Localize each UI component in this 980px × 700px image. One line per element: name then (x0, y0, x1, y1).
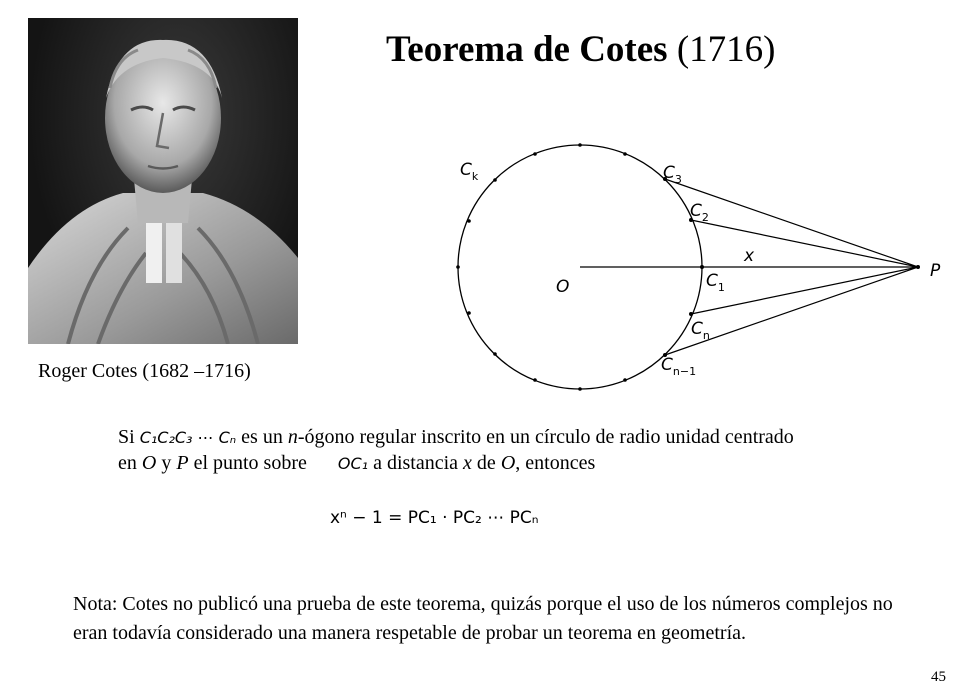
portrait-image (28, 18, 298, 344)
slide-title (386, 28, 775, 71)
cotes-equation: xⁿ − 1 = PC₁ · PC₂ ⋯ PCₙ (330, 508, 539, 528)
statement-line-1 (118, 426, 794, 449)
statement-de: de (476, 452, 496, 474)
label-c2: $C_2$ (690, 201, 709, 224)
statement-part1: es un (241, 426, 283, 448)
bust-illustration (28, 18, 298, 344)
statement-en: en (118, 452, 137, 474)
label-cn-minus-1: $C_{n-1}$ (661, 355, 697, 378)
statement-si: Si (118, 426, 135, 448)
page-number: 45 (931, 669, 946, 685)
statement-p: P (176, 452, 189, 474)
statement-entonces: , entonces (515, 452, 596, 474)
statement-part2: -ógono regular inscrito en un círculo de radio unidad centrado (297, 426, 794, 448)
statement-punto-sobre: el punto sobre (193, 452, 307, 474)
label-c3: $C_3$ (663, 163, 682, 186)
statement-line-2 (118, 452, 595, 475)
statement-o: O (141, 452, 157, 474)
label-x: x (744, 246, 755, 266)
label-c1: $C_1$ (706, 271, 725, 294)
statement-x: x (463, 452, 472, 474)
label-o: O (556, 277, 570, 297)
label-p: P (930, 261, 941, 281)
title-year: (1716) (676, 29, 776, 70)
label-cn: $C_n$ (691, 319, 710, 342)
statement-o-2: O (500, 452, 516, 474)
statement-a-distancia: a distancia (373, 452, 459, 474)
note-paragraph: Nota: Cotes no publicó una prueba de este teorema, quizás porque el uso de los números complejos no eran todavía considerado una manera respetable de probar un teorema en geometría. (73, 593, 893, 644)
statement-y: y (161, 452, 172, 474)
portrait-caption: Roger Cotes (1682 –1716) (38, 360, 251, 382)
statement-n: n (287, 426, 298, 448)
segment-expression: OC₁ (337, 454, 369, 473)
cotes-diagram (440, 130, 960, 400)
title-main: Teorema de Cotes (386, 29, 668, 70)
label-ck: $C_k$ (460, 160, 479, 183)
polygon-expression: C₁C₂C₃ ⋯ Cₙ (139, 428, 237, 447)
